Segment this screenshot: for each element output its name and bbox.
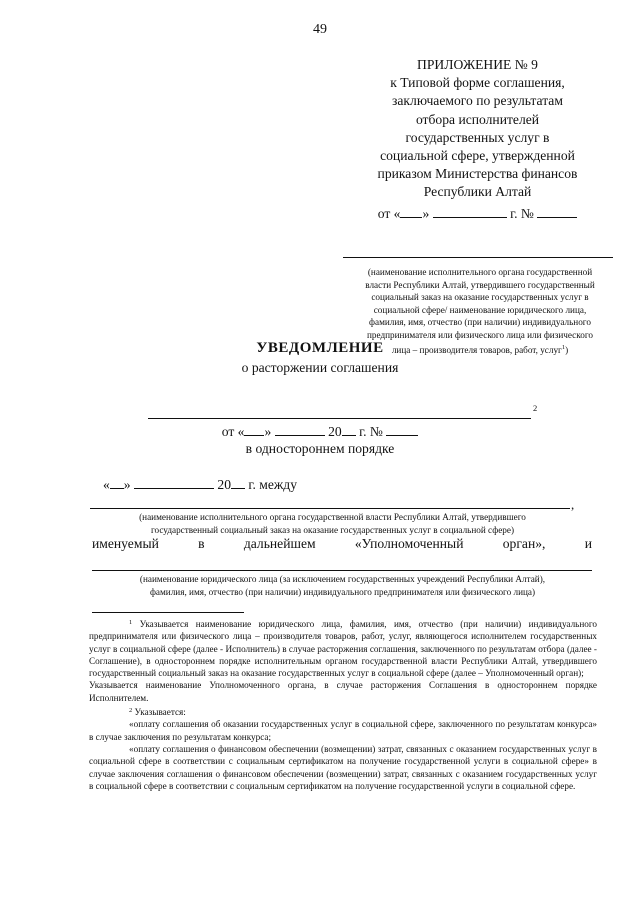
authority-blank-line[interactable] [90,508,570,509]
footnote-mark: 1 [561,343,566,351]
number-label: г. № [510,205,534,221]
year-blank[interactable] [342,423,356,436]
footnote-2-item-1: «оплату соглашения об оказании государственных услуг в социальной сфере, заключенного по результатам конкурса» в случае заключения по результатам конкурса; [89,719,597,742]
caption-line: предпринимателя или физического лица или физического [366,329,593,340]
appendix-line: приказом Министерства финансов [377,166,578,182]
named-word: именуемый [92,536,159,551]
appendix-line: государственных услуг в [405,129,550,145]
footnote-separator [92,612,244,613]
month-blank[interactable] [275,423,325,436]
appendix-line: к Типовой форме соглашения, [390,75,565,91]
footnote-text: Указывается наименование юридического лица, фамилия, имя, отчество (при наличии) индивидуального предпринимателя или физического лица – производителя товаров, работ, услуг, являющегося исполнителем государственных услуг в социальной сфере (далее - Исполнитель) в случае расторжения соглашения, заключенного по результатам отбора (далее - Соглашение), в одностороннем порядке исполнительным органом государственной власти Республики Алтай, утвердившего государственный социальный заказ на оказание государственных услуг в социальной сфере (далее – Уполномоченный орган); [89,619,598,679]
caption-line: власти Республики Алтай, утвердившего государственный [365,279,595,290]
number-label: г. № [359,424,383,439]
notice-mode: в одностороннем порядке [245,441,395,456]
quote-open: « [103,477,110,492]
day-blank[interactable] [400,205,422,218]
footnotes [89,617,597,792]
year-prefix: 20 [217,477,231,492]
month-blank[interactable] [433,205,507,218]
caption-line: социальный заказ на оказание государственных услуг в [371,292,589,303]
caption-close: ) [565,344,569,355]
date-quote-close: » [422,205,430,221]
named-row [92,536,592,552]
year-blank[interactable] [231,476,245,489]
footnote-2 [89,705,597,718]
caption-line: (наименование исполнительного органа государственной [367,267,593,277]
caption-line: социальной сфере/ наименование юридического лица, [373,304,587,315]
day-blank[interactable] [244,423,264,436]
named-word: в [198,536,205,551]
number-blank[interactable] [386,423,418,436]
caption-line: фамилия, имя, отчество (при наличии) индивидуального предпринимателя или физического лица) [149,586,536,597]
named-word: и [584,536,592,551]
party-caption [80,573,605,599]
addressee-blank-line[interactable] [343,257,613,258]
footnote-1 [89,617,597,679]
party-blank-line[interactable] [92,570,592,571]
date-prefix: от « [377,205,401,221]
date-quote-close: » [264,424,272,439]
notice-title: УВЕДОМЛЕНИЕ [256,340,384,356]
notice-blank-line[interactable] [148,418,531,419]
month-blank[interactable] [134,476,214,489]
named-word: дальнейшем [243,536,316,551]
caption-text: лица – производителя товаров, работ, услуг [391,344,562,355]
appendix-line: социальной сфере, утвержденной [380,148,575,164]
between-date-line [103,476,297,493]
appendix-line: заключаемого по результатам [392,93,563,109]
footnote-text: Указывается: [134,707,186,718]
footnote-2-item-2: «оплату соглашения о финансовом обеспечении (возмещении) затрат, связанных с оказанием государственных услуг в социальной сфере в соответствии с социальным сертификатом на получение государственной услуги в социальной сфере» в случае заключения соглашения о финансовом обеспечении (возмещении) затрат, связанных с оказанием государственных услуг в социальной сфере в соответствии с социальным сертификатом на получение государственной услуги в социальной сфере. [89,743,597,791]
quote-close: » [123,477,131,492]
authority-caption [80,511,585,537]
appendix-header [345,56,610,223]
appendix-line: отбора исполнителей [415,111,540,127]
year-prefix: 20 [328,424,342,439]
caption-line: фамилия, имя, отчество (при наличии) индивидуального [369,317,591,328]
footnote-mark: 1 [129,619,133,626]
number-blank[interactable] [537,205,577,218]
notice-date-line [0,423,640,440]
between-suffix: г. между [248,477,297,492]
footnote-mark: 2 [129,707,133,715]
footnote-1-continued: Указывается наименование Уполномоченного органа, в случае расторжения Соглашения в одностороннем порядке Исполнителем. [89,680,597,703]
appendix-date-line [345,205,610,223]
named-word: орган», [502,536,546,551]
notice-subtitle: о расторжении соглашения [241,360,399,375]
authority-comma: , [571,497,575,512]
footnote-mark: 2 [533,403,538,413]
date-prefix: от « [221,424,245,439]
caption-line: (наименование исполнительного органа государственной власти Республики Алтай, утвердившего [139,512,526,522]
appendix-title: ПРИЛОЖЕНИЕ № 9 [417,57,538,72]
named-word: «Уполномоченный [354,536,464,551]
caption-line: (наименование юридического лица (за исключением государственных учреждений Республики Алтай), [139,574,546,584]
page-number: 49 [313,22,327,37]
caption-line: государственный социальный заказ на оказание государственных услуг в социальной сфере) [150,524,515,535]
appendix-line: Республики Алтай [423,184,532,200]
day-blank[interactable] [110,476,124,489]
